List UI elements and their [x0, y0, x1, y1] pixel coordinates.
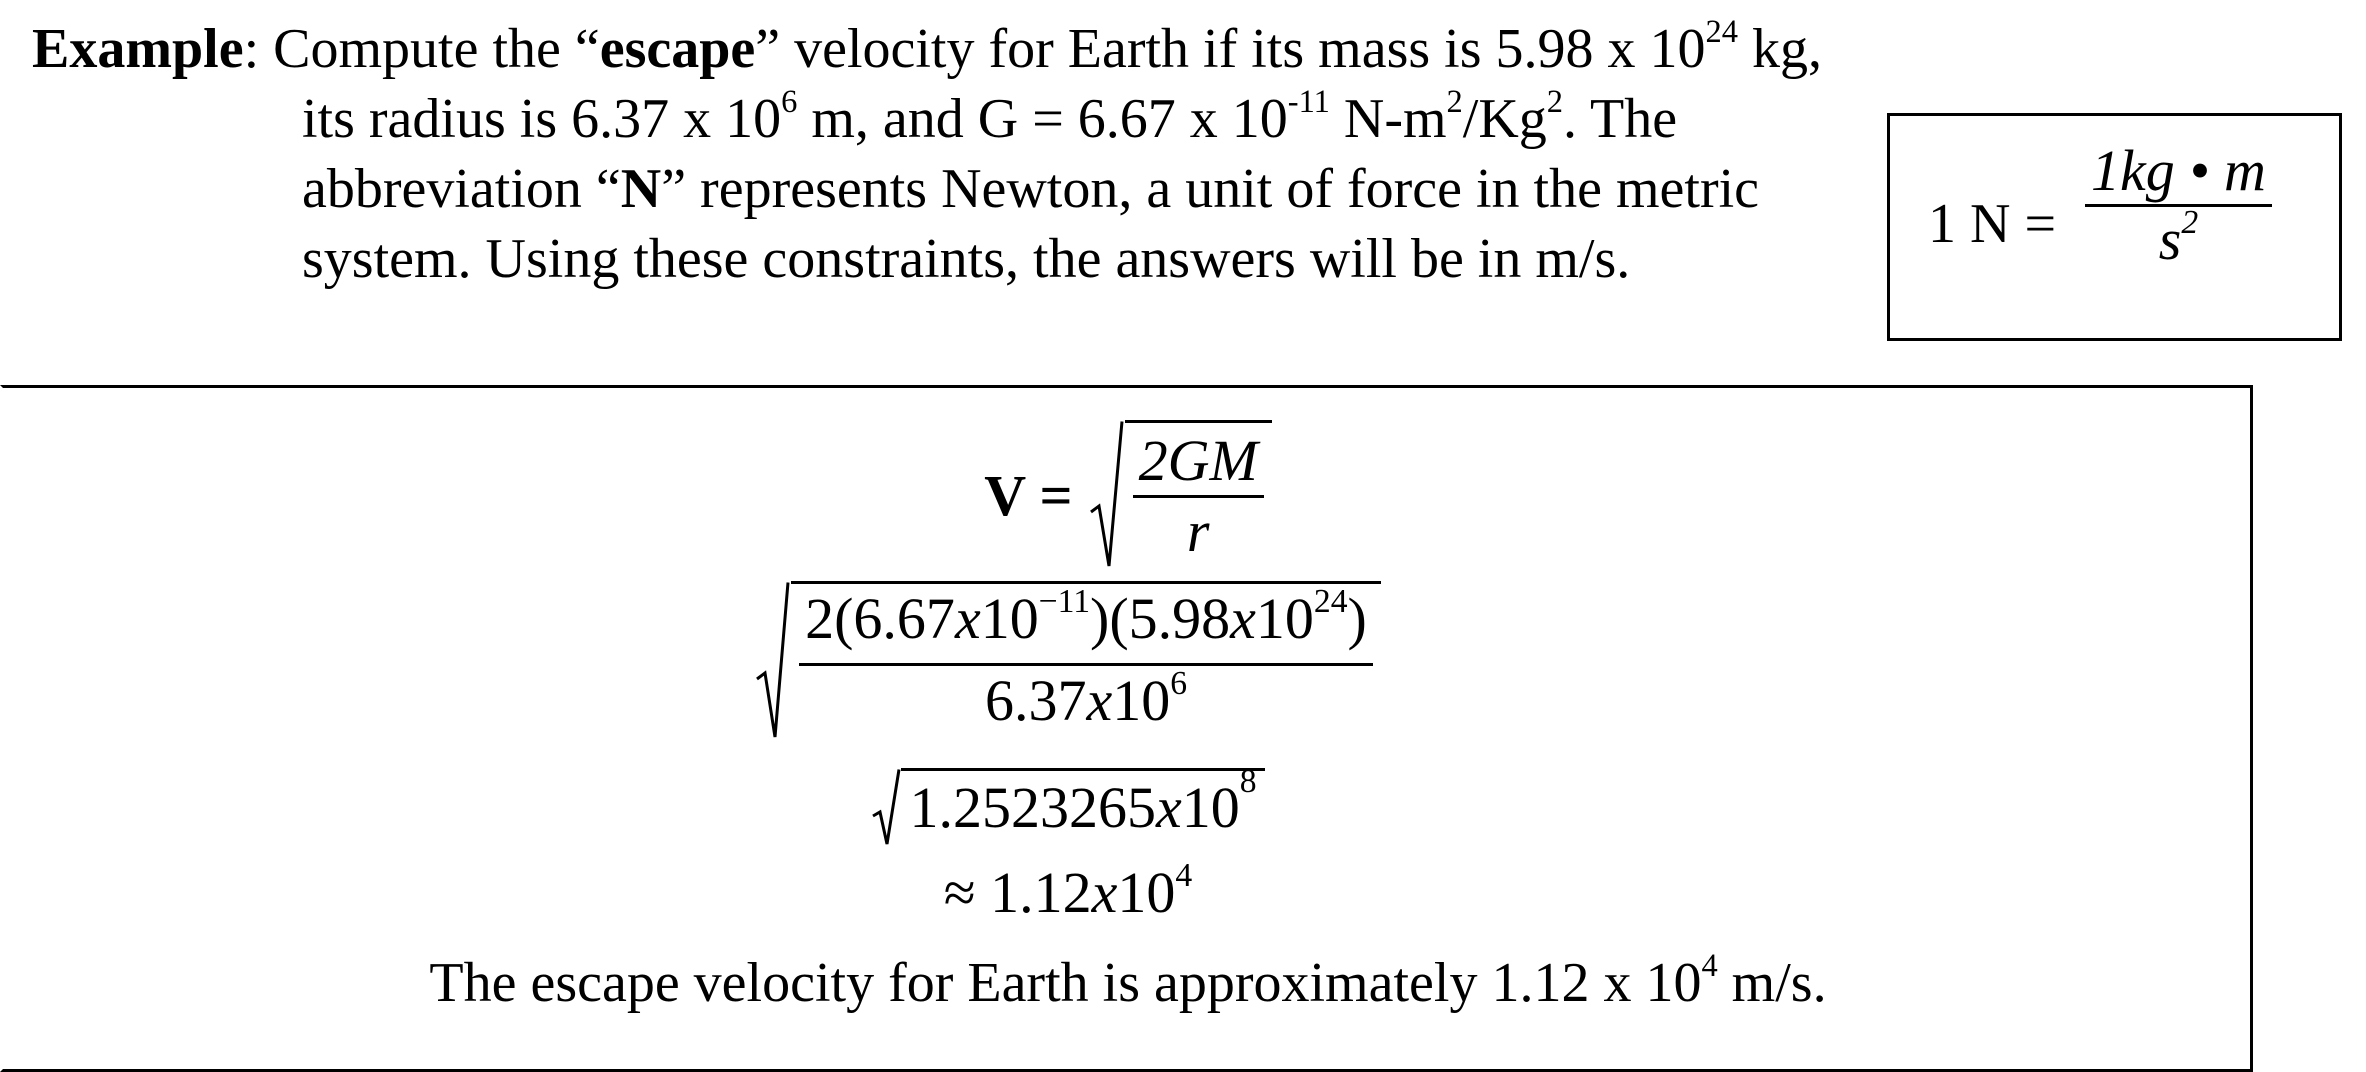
- numeral: 10: [1112, 668, 1171, 733]
- approximation-step: [0, 858, 2193, 937]
- exponent: 6: [1170, 664, 1188, 702]
- problem-text: . The: [1563, 88, 1678, 150]
- substitution-step: [0, 581, 2193, 745]
- radical-sign: [755, 581, 1381, 745]
- problem-text: abbreviation “: [302, 158, 621, 220]
- escape-term: escape: [599, 18, 756, 80]
- radical-sign: [871, 762, 1264, 846]
- problem-text: N-m: [1329, 88, 1447, 150]
- radical-icon: [871, 768, 901, 846]
- newton-abbrev: N: [620, 158, 662, 220]
- newton-definition-box: [1887, 113, 2342, 341]
- exponent: 8: [1239, 762, 1257, 800]
- problem-line-4: system. Using these constraints, the answers will be in m/s.: [302, 228, 1631, 290]
- numeral: 1.12: [990, 860, 1092, 925]
- problem-text: m, and G = 6.67 x 10: [797, 88, 1288, 150]
- exponent: 2: [1546, 83, 1563, 120]
- example-label: Example: [32, 18, 244, 80]
- radical-icon: [1089, 420, 1125, 570]
- radical-sign: [1089, 420, 1272, 570]
- conclusion-text: The escape velocity for Earth is approximately 1.12 x 10: [429, 952, 1702, 1014]
- formula-numerator: 2GM: [1138, 428, 1258, 493]
- exponent: 2: [2181, 203, 2199, 241]
- numeral: 6.37: [984, 668, 1087, 733]
- escape-velocity-formula: [3, 420, 2253, 570]
- numeral: ): [1347, 586, 1367, 651]
- formula-fraction: [1133, 427, 1264, 566]
- newton-denominator: [2153, 203, 2204, 282]
- substitution-numerator: [799, 584, 1373, 663]
- problem-text: ” represents Newton, a unit of force in the metric: [661, 158, 1759, 220]
- exponent: 2: [1446, 83, 1463, 120]
- conclusion-text: m/s.: [1717, 952, 1827, 1014]
- exponent: 24: [1705, 13, 1738, 50]
- radicand: [791, 581, 1381, 745]
- problem-text: kg,: [1737, 18, 1822, 80]
- times-x: x: [954, 586, 981, 651]
- radical-icon: [755, 581, 791, 741]
- times-x: x: [1086, 668, 1113, 733]
- newton-lhs: 1 N =: [1928, 193, 2057, 255]
- newton-fraction: [2085, 138, 2272, 282]
- exponent: −11: [1038, 582, 1091, 620]
- exponent: 6: [781, 83, 798, 120]
- problem-text: /Kg: [1462, 88, 1547, 150]
- numeral: 1.2523265: [909, 775, 1156, 841]
- newton-denominator-base: s: [2158, 207, 2182, 272]
- numeral: )(5.98: [1090, 586, 1231, 651]
- radicand: [1125, 420, 1272, 570]
- approx-symbol: ≈: [943, 860, 991, 925]
- numeral: 10: [980, 586, 1039, 651]
- formula-denominator: r: [1186, 499, 1210, 564]
- times-x: x: [1155, 775, 1182, 841]
- exponent: -11: [1287, 83, 1330, 120]
- numeral: 2(6.67: [805, 586, 955, 651]
- problem-text: its radius is 6.37 x 10: [302, 88, 782, 150]
- newton-numerator: 1kg • m: [2091, 138, 2266, 203]
- solution-box: [0, 385, 2253, 1072]
- exponent: 4: [1701, 947, 1718, 984]
- exponent: 24: [1313, 582, 1348, 620]
- substitution-fraction: [799, 584, 1373, 745]
- conclusion-sentence: [3, 948, 2253, 1026]
- problem-line-1: [32, 14, 2332, 84]
- times-x: x: [1091, 860, 1118, 925]
- radicand: [901, 762, 1264, 846]
- numeral: 10: [1181, 775, 1240, 841]
- numeral: 10: [1117, 860, 1176, 925]
- times-x: x: [1230, 586, 1256, 651]
- exponent: 4: [1175, 856, 1193, 894]
- problem-text: : Compute the “: [243, 18, 600, 80]
- formula-label: V =: [984, 462, 1073, 528]
- problem-text: ” velocity for Earth if its mass is 5.98 x 10: [755, 18, 1706, 80]
- numeral: 10: [1255, 586, 1314, 651]
- substitution-denominator: [979, 666, 1193, 745]
- simplified-step: [0, 762, 2193, 846]
